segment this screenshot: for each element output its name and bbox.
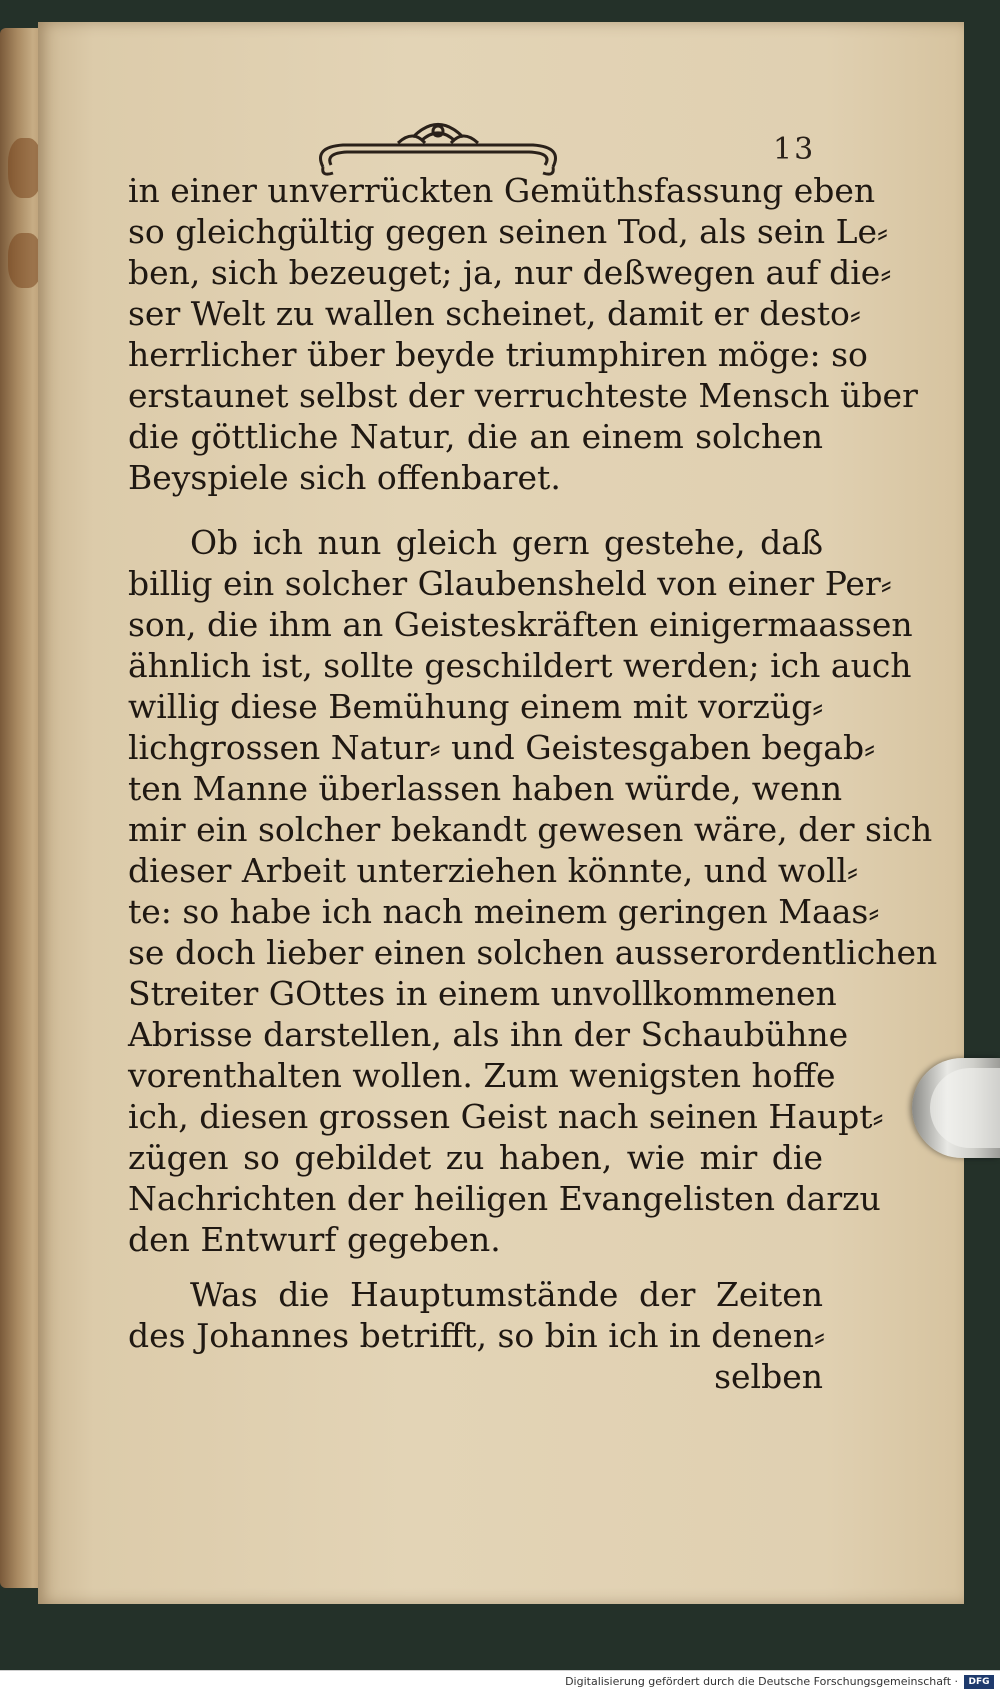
- text-line: ser Welt zu wallen scheinet, damit er desto⸗: [128, 294, 861, 333]
- stain-mark: [8, 233, 42, 288]
- text-line: lichgrossen Natur⸗ und Geistesgaben begab⸗: [128, 728, 876, 767]
- text-line: mir ein solcher bekandt gewesen wäre, der sich: [128, 810, 933, 849]
- text-line: willig diese Bemühung einem mit vorzüg⸗: [128, 687, 824, 726]
- text-line: ich, diesen grossen Geist nach seinen Haupt⸗: [128, 1097, 884, 1136]
- scanner-clip-highlight: [930, 1068, 1000, 1148]
- text-line: ben, sich bezeuget; ja, nur deßwegen auf die⸗: [128, 253, 892, 292]
- footer-bar: [0, 1670, 1000, 1694]
- text-line: son, die ihm an Geisteskräften einigermaassen: [128, 605, 913, 644]
- text-line: so gleichgültig gegen seinen Tod, als sein Le⸗: [128, 212, 889, 251]
- text-line: den Entwurf gegeben.: [128, 1220, 501, 1259]
- paragraph-2: [128, 522, 938, 1260]
- text-line: se doch lieber einen solchen ausserordentlichen: [128, 933, 938, 972]
- paragraph-1: [128, 170, 918, 498]
- text-line: te: so habe ich nach meinem geringen Maas⸗: [128, 892, 880, 931]
- catchword: selben: [714, 1357, 823, 1396]
- text-line: Nachrichten der heiligen Evangelisten darzu: [128, 1179, 881, 1218]
- text-line: Was die Hauptumstände der Zeiten: [190, 1275, 823, 1314]
- footer-credit: Digitalisierung gefördert durch die Deutsche Forschungsgemeinschaft ·: [565, 1675, 958, 1688]
- text-line: vorenthalten wollen. Zum wenigsten hoffe: [128, 1056, 836, 1095]
- text-line: in einer unverrückten Gemüthsfassung eben: [128, 171, 876, 210]
- text-line: Beyspiele sich offenbaret.: [128, 458, 561, 497]
- text-line: ähnlich ist, sollte geschildert werden; ich auch: [128, 646, 912, 685]
- text-line: Streiter GOttes in einem unvollkommenen: [128, 974, 837, 1013]
- text-line: des Johannes betrifft, so bin ich in denen⸗: [128, 1316, 825, 1355]
- text-line: dieser Arbeit unterziehen könnte, und woll⸗: [128, 851, 859, 890]
- text-line: herrlicher über beyde triumphiren möge: so: [128, 335, 868, 374]
- text-line: erstaunet selbst der verruchteste Mensch über: [128, 376, 918, 415]
- dfg-logo: DFG: [964, 1675, 994, 1689]
- page-number: 13: [773, 132, 816, 167]
- text-line: Abrisse darstellen, als ihn der Schaubühne: [128, 1015, 849, 1054]
- text-line: billig ein solcher Glaubensheld von einer Per⸗: [128, 564, 892, 603]
- text-line: Ob ich nun gleich gern gestehe, daß: [190, 523, 823, 562]
- book-page: [38, 22, 964, 1604]
- text-line: zügen so gebildet zu haben, wie mir die: [128, 1138, 823, 1177]
- text-line: die göttliche Natur, die an einem solchen: [128, 417, 823, 456]
- stain-mark: [8, 138, 42, 198]
- paragraph-3: [128, 1274, 823, 1397]
- text-line: ten Manne überlassen haben würde, wenn: [128, 769, 843, 808]
